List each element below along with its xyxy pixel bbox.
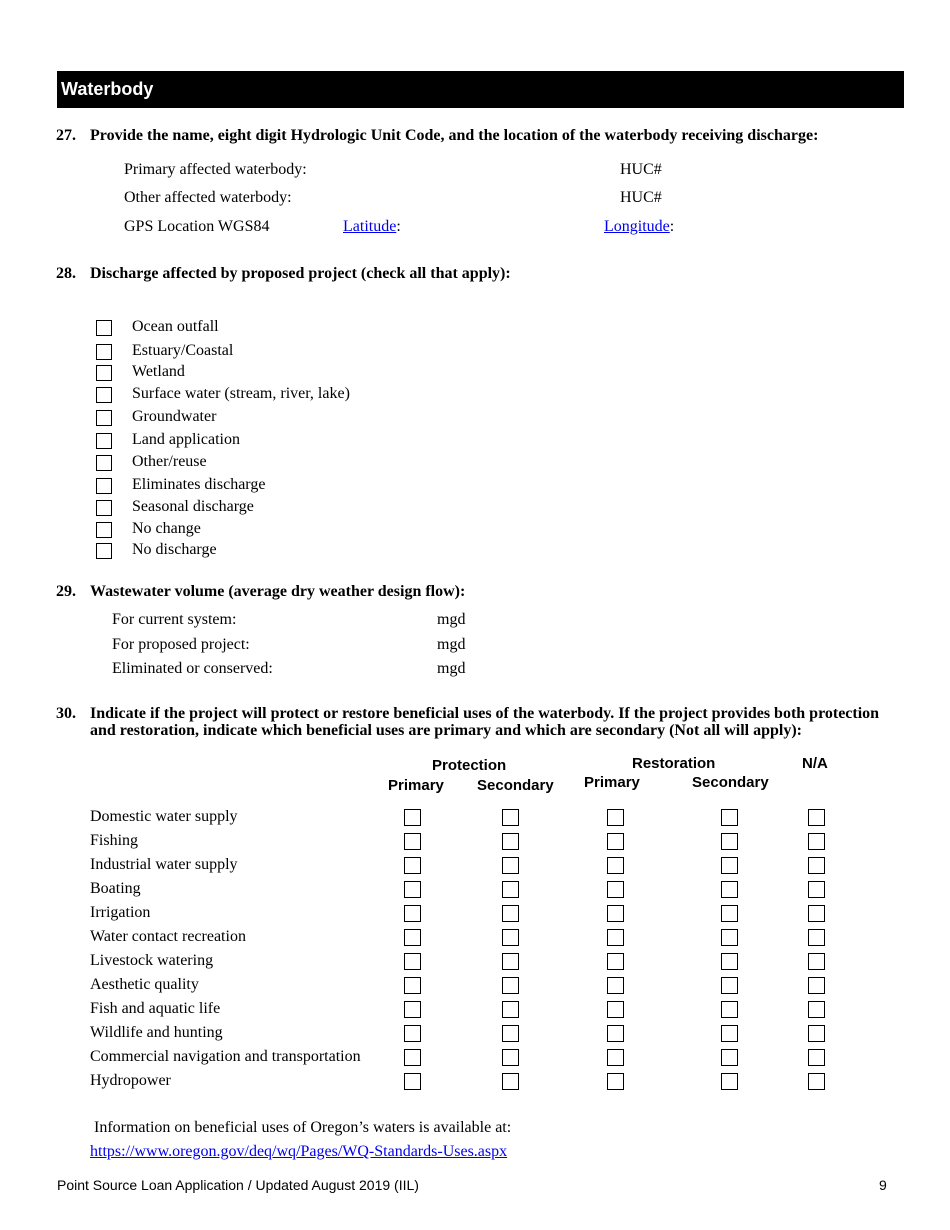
restoration-secondary-checkbox[interactable] (721, 1025, 738, 1042)
restoration-primary-checkbox[interactable] (607, 977, 624, 994)
na-checkbox[interactable] (808, 953, 825, 970)
protection-primary-checkbox[interactable] (404, 881, 421, 898)
discharge-option-label: No discharge (132, 541, 217, 558)
restoration-primary-checkbox[interactable] (607, 905, 624, 922)
beneficial-use-label: Fish and aquatic life (90, 1000, 221, 1017)
discharge-option-label: Ocean outfall (132, 318, 219, 335)
restoration-primary-checkbox[interactable] (607, 857, 624, 874)
restoration-primary-checkbox[interactable] (607, 1025, 624, 1042)
restoration-primary-checkbox[interactable] (607, 1049, 624, 1066)
gps-location-label: GPS Location WGS84 (124, 218, 270, 235)
protection-secondary-checkbox[interactable] (502, 953, 519, 970)
primary-huc-label: HUC# (620, 161, 662, 178)
q28-number: 28. (56, 265, 76, 282)
discharge-option-checkbox[interactable] (96, 387, 112, 403)
na-checkbox[interactable] (808, 857, 825, 874)
protection-secondary-checkbox[interactable] (502, 809, 519, 826)
beneficial-uses-info-text: Information on beneficial uses of Oregon’s waters is available at: (94, 1119, 512, 1136)
beneficial-use-label: Industrial water supply (90, 856, 238, 873)
restoration-primary-checkbox[interactable] (607, 929, 624, 946)
na-checkbox[interactable] (808, 1049, 825, 1066)
proposed-project-unit: mgd (437, 636, 466, 653)
protection-primary-checkbox[interactable] (404, 857, 421, 874)
na-checkbox[interactable] (808, 809, 825, 826)
beneficial-use-label: Aesthetic quality (90, 976, 199, 993)
restoration-primary-checkbox[interactable] (607, 809, 624, 826)
latitude-colon: : (396, 218, 401, 235)
protection-secondary-checkbox[interactable] (502, 977, 519, 994)
discharge-option-label: Land application (132, 431, 240, 448)
na-checkbox[interactable] (808, 881, 825, 898)
restoration-primary-checkbox[interactable] (607, 1001, 624, 1018)
restoration-primary-checkbox[interactable] (607, 1073, 624, 1090)
protection-secondary-checkbox[interactable] (502, 857, 519, 874)
restoration-secondary-checkbox[interactable] (721, 881, 738, 898)
restoration-secondary-checkbox[interactable] (721, 929, 738, 946)
discharge-option-label: No change (132, 520, 201, 537)
longitude-colon: : (669, 218, 675, 235)
section-title: Waterbody (61, 79, 154, 99)
na-checkbox[interactable] (808, 905, 825, 922)
beneficial-use-label: Commercial navigation and transportation (90, 1048, 361, 1065)
discharge-option-label: Eliminates discharge (132, 476, 266, 493)
discharge-option-label: Groundwater (132, 408, 217, 425)
beneficial-use-label: Boating (90, 880, 141, 897)
beneficial-use-label: Livestock watering (90, 952, 214, 969)
na-checkbox[interactable] (808, 1025, 825, 1042)
beneficial-uses-link[interactable]: https://www.oregon.gov/deq/wq/Pages/WQ-Standards-Uses.aspx (90, 1143, 508, 1160)
q29-number: 29. (56, 583, 76, 600)
na-checkbox[interactable] (808, 1001, 825, 1018)
discharge-option-checkbox[interactable] (96, 478, 112, 494)
longitude-link[interactable]: Longitude (604, 218, 670, 235)
protection-secondary-checkbox[interactable] (502, 881, 519, 898)
q30-text: Indicate if the project will protect or restore beneficial uses of the waterbody. If the project provides both protection and restoration, indicate which beneficial uses are primary and which are secondary (Not all will apply): (90, 705, 880, 739)
protection-primary-checkbox[interactable] (404, 977, 421, 994)
na-checkbox[interactable] (808, 929, 825, 946)
q27-text: Provide the name, eight digit Hydrologic Unit Code, and the location of the waterbody receiving discharge: (90, 127, 819, 144)
longitude-field-label (604, 218, 674, 236)
na-checkbox[interactable] (808, 833, 825, 850)
discharge-option-checkbox[interactable] (96, 500, 112, 516)
primary-waterbody-label: Primary affected waterbody: (124, 161, 307, 178)
beneficial-use-label: Domestic water supply (90, 808, 238, 825)
protection-primary-checkbox[interactable] (404, 929, 421, 946)
other-huc-label: HUC# (620, 189, 662, 206)
beneficial-use-label: Irrigation (90, 904, 151, 921)
discharge-option-checkbox[interactable] (96, 543, 112, 559)
restoration-secondary-checkbox[interactable] (721, 1049, 738, 1066)
na-checkbox[interactable] (808, 977, 825, 994)
discharge-option-label: Seasonal discharge (132, 498, 254, 515)
protection-secondary-checkbox[interactable] (502, 929, 519, 946)
protection-primary-checkbox[interactable] (404, 1025, 421, 1042)
restoration-primary-checkbox[interactable] (607, 953, 624, 970)
eliminated-conserved-unit: mgd (437, 660, 466, 677)
discharge-option-label: Surface water (stream, river, lake) (132, 385, 350, 402)
protection-secondary-checkbox[interactable] (502, 833, 519, 850)
protection-secondary-checkbox[interactable] (502, 905, 519, 922)
restoration-secondary-header: Secondary (692, 774, 769, 791)
discharge-option-checkbox[interactable] (96, 365, 112, 381)
protection-secondary-checkbox[interactable] (502, 1073, 519, 1090)
restoration-secondary-checkbox[interactable] (721, 833, 738, 850)
protection-primary-checkbox[interactable] (404, 953, 421, 970)
restoration-secondary-checkbox[interactable] (721, 857, 738, 874)
protection-secondary-checkbox[interactable] (502, 1049, 519, 1066)
discharge-option-checkbox[interactable] (96, 410, 112, 426)
current-system-unit: mgd (437, 611, 466, 628)
restoration-secondary-checkbox[interactable] (721, 977, 738, 994)
protection-secondary-header: Secondary (477, 777, 554, 794)
page-number: 9 (879, 1177, 887, 1193)
restoration-primary-checkbox[interactable] (607, 833, 624, 850)
protection-primary-checkbox[interactable] (404, 833, 421, 850)
beneficial-use-label: Wildlife and hunting (90, 1024, 223, 1041)
q30-number: 30. (56, 705, 76, 722)
restoration-secondary-checkbox[interactable] (721, 1073, 738, 1090)
discharge-option-label: Estuary/Coastal (132, 342, 234, 359)
protection-primary-checkbox[interactable] (404, 809, 421, 826)
restoration-secondary-checkbox[interactable] (721, 809, 738, 826)
restoration-secondary-checkbox[interactable] (721, 1001, 738, 1018)
section-header-bar (57, 71, 904, 108)
discharge-option-label: Other/reuse (132, 453, 207, 470)
protection-header: Protection (432, 757, 507, 774)
discharge-option-label: Wetland (132, 363, 185, 380)
restoration-secondary-checkbox[interactable] (721, 905, 738, 922)
protection-primary-checkbox[interactable] (404, 1049, 421, 1066)
protection-secondary-checkbox[interactable] (502, 1025, 519, 1042)
latitude-field-label (343, 218, 401, 236)
latitude-link[interactable]: Latitude (343, 218, 397, 235)
protection-primary-header: Primary (388, 777, 444, 794)
q28-text: Discharge affected by proposed project (check all that apply): (90, 265, 511, 282)
beneficial-use-label: Water contact recreation (90, 928, 246, 945)
q27-number: 27. (56, 127, 76, 144)
eliminated-conserved-label: Eliminated or conserved: (112, 660, 273, 677)
beneficial-use-label: Fishing (90, 832, 139, 849)
protection-primary-checkbox[interactable] (404, 1073, 421, 1090)
protection-secondary-checkbox[interactable] (502, 1001, 519, 1018)
protection-primary-checkbox[interactable] (404, 905, 421, 922)
restoration-primary-header: Primary (584, 774, 640, 791)
current-system-label: For current system: (112, 611, 237, 628)
restoration-primary-checkbox[interactable] (607, 881, 624, 898)
discharge-option-checkbox[interactable] (96, 320, 112, 336)
restoration-secondary-checkbox[interactable] (721, 953, 738, 970)
restoration-header: Restoration (632, 755, 716, 772)
protection-primary-checkbox[interactable] (404, 1001, 421, 1018)
discharge-option-checkbox[interactable] (96, 344, 112, 360)
other-waterbody-label: Other affected waterbody: (124, 189, 292, 206)
discharge-option-checkbox[interactable] (96, 522, 112, 538)
na-header: N/A (802, 755, 828, 772)
beneficial-use-label: Hydropower (90, 1072, 171, 1089)
footer-text: Point Source Loan Application / Updated August 2019 (IIL) (57, 1177, 419, 1193)
discharge-option-checkbox[interactable] (96, 455, 112, 471)
na-checkbox[interactable] (808, 1073, 825, 1090)
q29-text: Wastewater volume (average dry weather design flow): (90, 583, 466, 600)
discharge-option-checkbox[interactable] (96, 433, 112, 449)
proposed-project-label: For proposed project: (112, 636, 250, 653)
